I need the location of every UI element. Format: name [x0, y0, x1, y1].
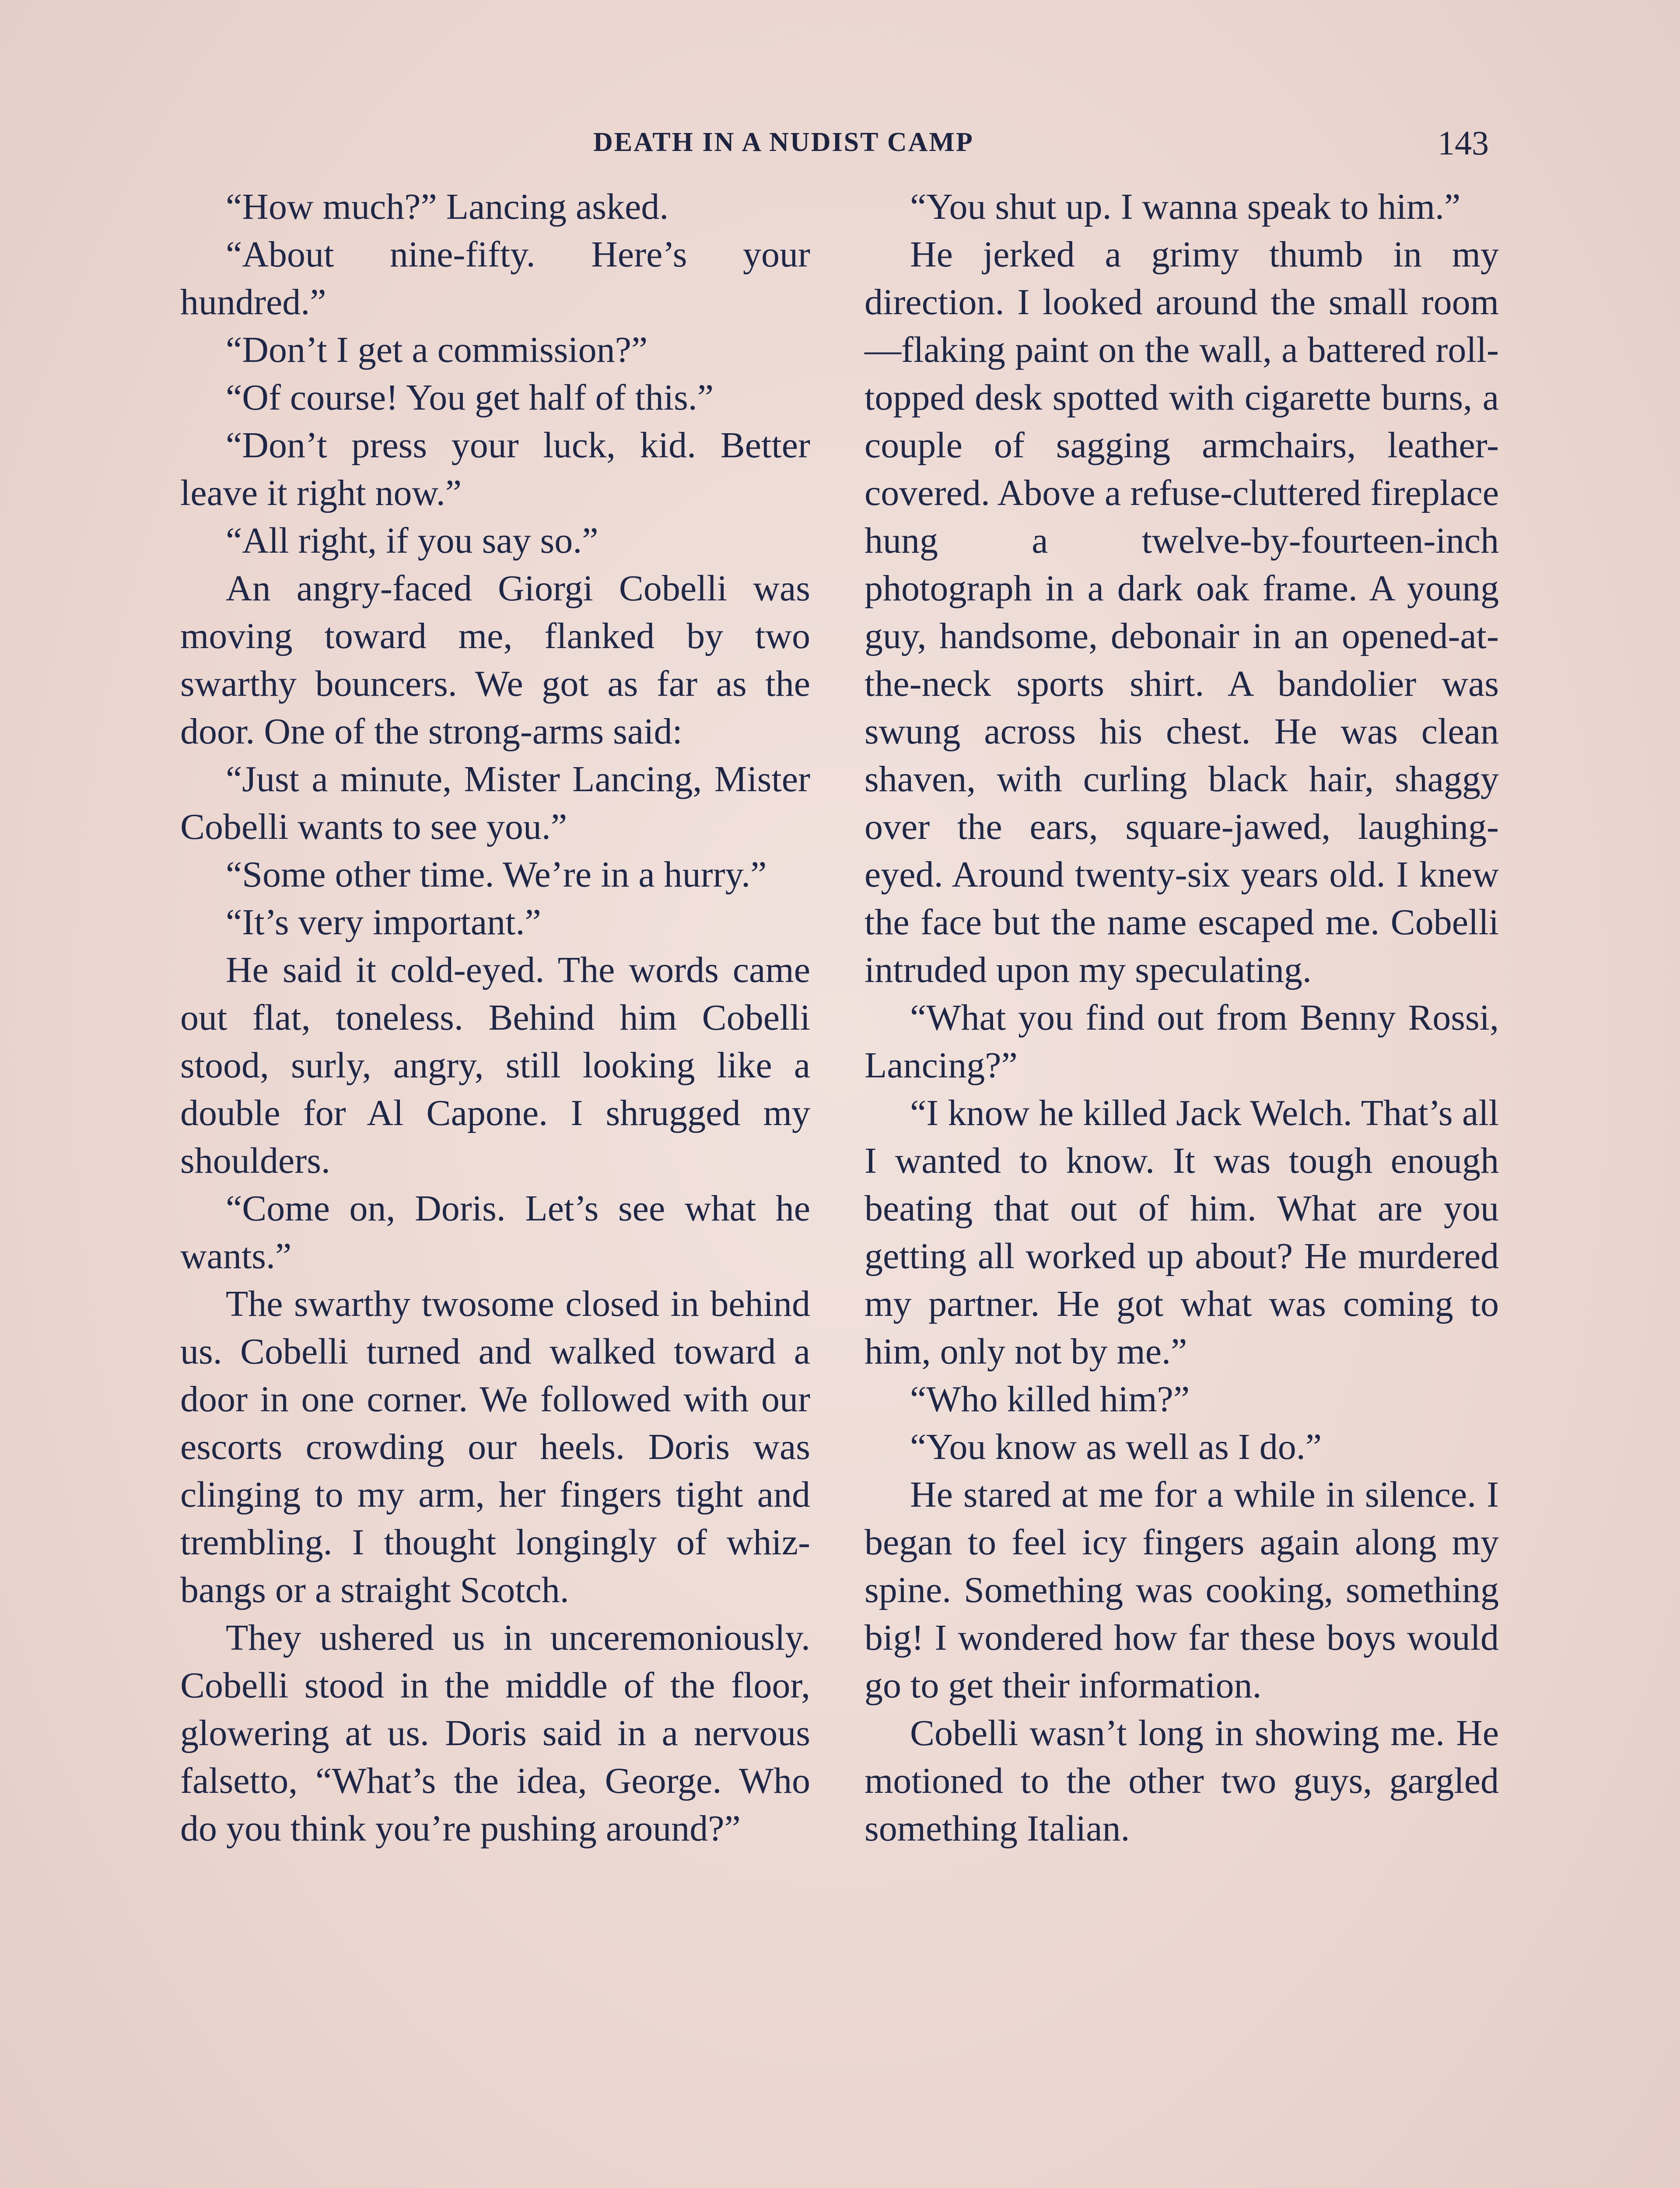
paragraph: Cobelli wasn’t long in showing me. He motioned to the other two guys, gargled something Italian. [864, 1713, 1499, 1849]
paragraph: “Just a minute, Mister Lancing, Mister Cobelli wants to see you.” [180, 759, 810, 847]
paragraph: “Don’t I get a commission?” [226, 330, 648, 370]
paragraph: He said it cold-eyed. The words came out flat, toneless. Behind him Cobelli stood, surly, angry, still looking like a double for Al Capone. I shrugged my shoulders. [180, 950, 810, 1181]
paragraph: “You know as well as I do.” [910, 1427, 1322, 1467]
paragraph: “Some other time. We’re in a hurry.” [226, 854, 767, 895]
paragraph: “About nine-fifty. Here’s your hundred.” [180, 234, 810, 323]
paragraph: “Of course! You get half of this.” [226, 377, 714, 418]
paragraph: “It’s very important.” [226, 902, 541, 943]
paragraph: “Don’t press your luck, kid. Better leave it right now.” [180, 425, 810, 513]
paragraph: He jerked a grimy thumb in my direction. I looked around the small room—flaking paint on the wall, a battered roll-topped desk spotted with cigarette burns, a couple of sagging armchairs, leather-covered. Above a refuse-cluttered fireplace hung a twelve-by-fourteen-inch photograph in a dark oak frame. A young guy, handsome, debonair in an opened-at-the-neck sports shirt. A bandolier was swung across his chest. He was clean shaven, with curling black hair, shaggy over the ears, square-jawed, laughing-eyed. Around twenty-six years old. I knew the face but the name escaped me. Cobelli intruded upon my speculating. [864, 234, 1499, 990]
paragraph: An angry-faced Giorgi Cobelli was moving toward me, flanked by two swarthy bouncers. We got as far as the door. One of the strong-arms said: [180, 568, 810, 752]
text-column-right [864, 183, 1499, 1852]
paragraph: “What you find out from Benny Rossi, Lancing?” [864, 997, 1499, 1086]
paragraph: They ushered us in unceremoniously. Cobelli stood in the middle of the floor, glowering at us. Doris said in a nervous falsetto, “What’s the idea, George. Who do you think you’re pushing around?” [180, 1617, 810, 1849]
paragraph: “Come on, Doris. Let’s see what he wants.” [180, 1188, 810, 1276]
running-head [0, 124, 1680, 166]
paragraph: He stared at me for a while in silence. I began to feel icy fingers again along my spine. Something was cooking, something big! I wondered how far these boys would go to get their information. [864, 1474, 1499, 1706]
paragraph: “How much?” Lancing asked. [226, 186, 669, 227]
paragraph: “You shut up. I wanna speak to him.” [910, 186, 1461, 227]
page-number: 143 [1438, 124, 1489, 162]
paragraph: “Who killed him?” [910, 1379, 1190, 1420]
paragraph: The swarthy twosome closed in behind us. Cobelli turned and walked toward a door in one corner. We followed with our escorts crowding our heels. Doris was clinging to my arm, her fingers tight and trembling. I thought longingly of whiz-bangs or a straight Scotch. [180, 1283, 810, 1610]
text-column-left [180, 183, 810, 1852]
paragraph: “I know he killed Jack Welch. That’s all I wanted to know. It was tough enough beating that out of him. What are you getting all worked up about? He murdered my partner. He got what was coming to him, only not by me.” [864, 1093, 1499, 1372]
paragraph: “All right, if you say so.” [226, 520, 598, 561]
running-title: DEATH IN A NUDIST CAMP [593, 127, 974, 157]
